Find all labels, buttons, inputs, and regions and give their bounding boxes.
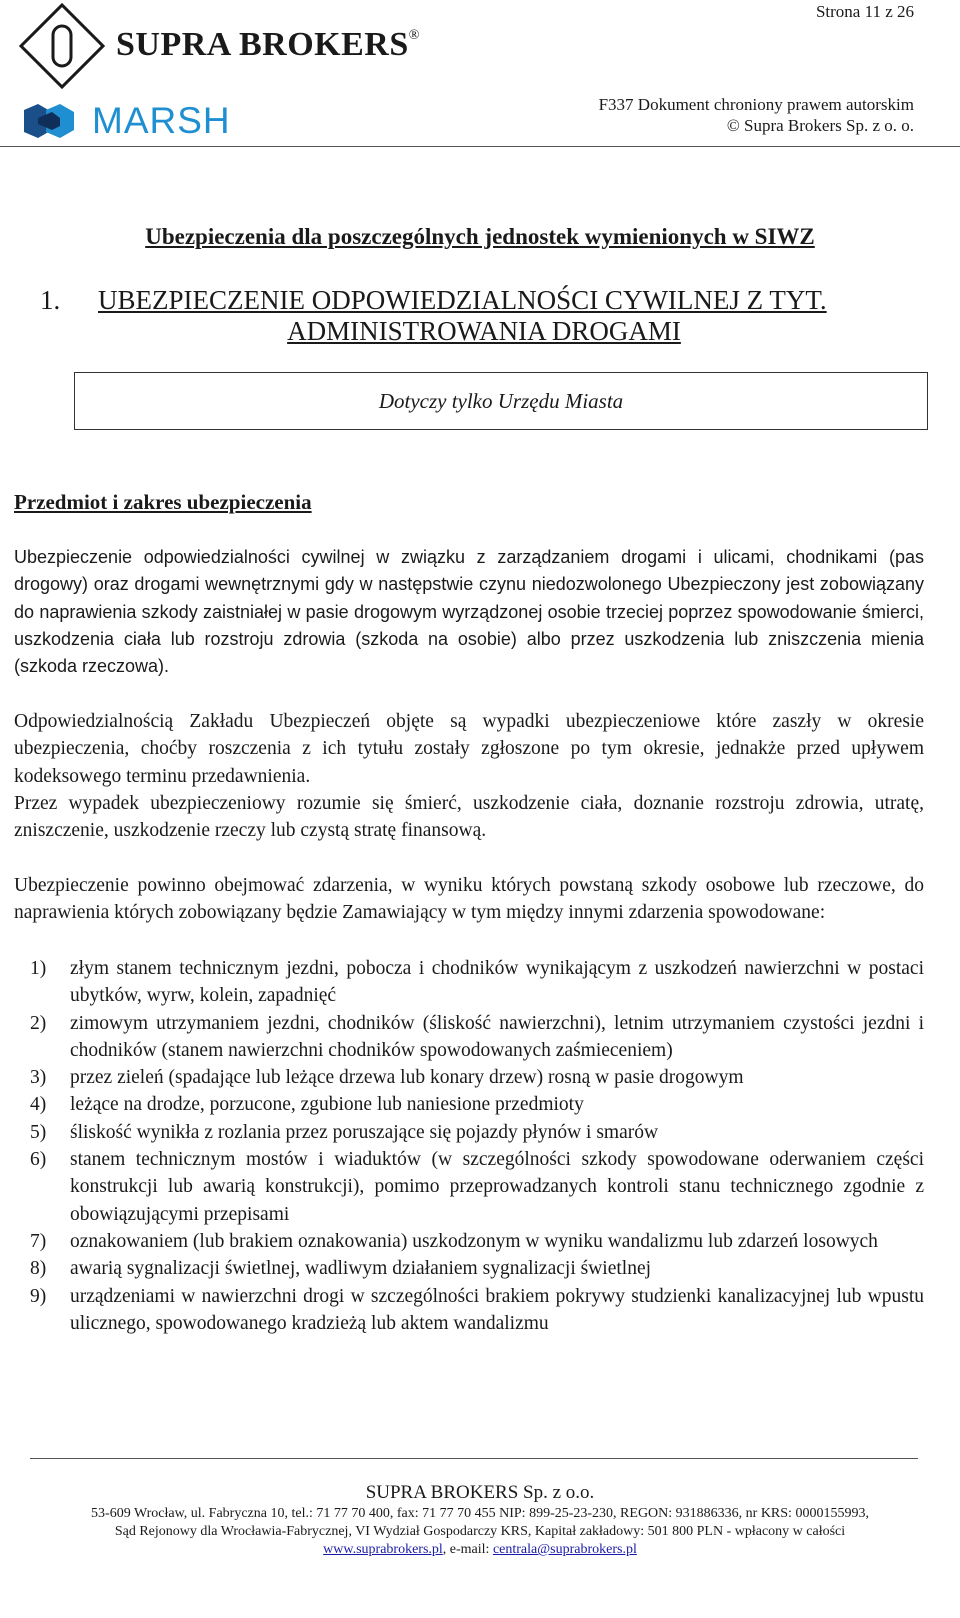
supra-diamond-logo xyxy=(16,0,108,92)
document-title: Ubezpieczenia dla poszczególnych jednostek wymienionych w SIWZ xyxy=(145,224,815,249)
website-link[interactable]: www.suprabrokers.pl xyxy=(323,1542,443,1557)
registered-mark: ® xyxy=(408,28,420,43)
heading-line-1: UBEZPIECZENIE ODPOWIEDZIALNOŚCI CYWILNEJ Z TYT. xyxy=(98,285,827,315)
heading-line-2: ADMINISTROWANIA DROGAMI xyxy=(287,316,681,346)
events-list xyxy=(14,955,924,1337)
footer-divider xyxy=(30,1458,918,1459)
scope-note: Dotyczy tylko Urzędu Miasta xyxy=(378,388,624,413)
footer-address: 53-609 Wrocław, ul. Fabryczna 10, tel.: 71 77 70 400, fax: 71 77 70 455 NIP: 899-25-23-230, REGON: 931886336, nr KRS: 0000155993, xyxy=(91,1506,869,1521)
email-link[interactable]: centrala@suprabrokers.pl xyxy=(492,1542,637,1557)
marsh-wordmark: MARSH xyxy=(92,100,231,141)
page-number: Strona 11 z 26 xyxy=(815,2,914,21)
paragraph-scope: Ubezpieczenie odpowiedzialności cywilnej w związku z zarządzaniem drogami i ulicami, chodnikami (pas drogowy) oraz drogami wewnętrznymi gdy w następstwie czynu niedozwolonego Ubezpieczony jest zobowiązany do naprawienia szkody zaistniałej w pasie drogowym wyrządzonej osobie trzeciej poprzez spowodowanie śmierci, uszkodzenia ciała lub rozstroju zdrowia (szkoda na osobie) albo przez uszkodzenia lub zniszczenia mienia (szkoda rzeczowa). xyxy=(14,547,924,677)
document-meta xyxy=(599,94,914,136)
scope-note-box xyxy=(74,372,928,430)
list-item: 9) urządzeniami w nawierzchni drogi w szczególności brakiem pokrywy studzienki kanalizacyjnej lub wpustu ulicznego, spowodowanego kradzieżą lub aktem wandalizmu xyxy=(30,1285,924,1334)
header-divider xyxy=(0,146,960,147)
heading-number: 1. xyxy=(40,285,61,315)
marsh-logo-icon xyxy=(24,104,82,138)
list-item: 7) oznakowaniem (lub brakiem oznakowania) uszkodzonym w wyniku wandalizmu lub zdarzeń losowych xyxy=(30,1230,878,1252)
list-item: 4) leżące na drodze, porzucone, zgubione lub naniesione przedmioty xyxy=(30,1094,584,1116)
footer-company: SUPRA BROKERS Sp. z o.o. xyxy=(365,1482,595,1503)
copyright-line: © Supra Brokers Sp. z o. o. xyxy=(726,116,914,135)
paragraph-definition: Przez wypadek ubezpieczeniowy rozumie się śmierć, uszkodzenie ciała, doznanie rozstroju zdrowia, utratę, zniszczenie, uszkodzenie rzeczy lub czystą stratę finansową. xyxy=(14,793,924,842)
document-id: F337 Dokument chroniony prawem autorskim xyxy=(598,95,914,114)
list-item: 8) awarią sygnalizacji świetlnej, wadliwym działaniem sygnalizacji świetlnej xyxy=(30,1258,652,1280)
list-item: 2) zimowym utrzymaniem jezdni, chodników (śliskość nawierzchni), letnim utrzymaniem czystości jezdni i chodników (stanem nawierzchni chodników spowodowanych zaśmieceniem) xyxy=(30,1012,924,1061)
list-item: 1) złym stanem technicznym jezdni, pobocza i chodników wynikającym z uszkodzeń nawierzchni w postaci ubytków, wyrw, kolein, zapadnięć xyxy=(30,958,924,1007)
paragraph-liability: Odpowiedzialnością Zakładu Ubezpieczeń objęte są wypadki ubezpieczeniowe które zaszły w okresie ubezpieczenia, choćby roszczenia z ich tytułu zostały zgłoszone po tym okresie, jednakże przed upływem kodeksowego terminu przedawnienia. xyxy=(14,711,924,787)
footer-court: Sąd Rejonowy dla Wrocławia-Fabrycznej, VI Wydział Gospodarczy KRS, Kapitał zakładowy: 501 800 PLN - wpłacony w całości xyxy=(114,1524,846,1539)
list-item: 3) przez zieleń (spadające lub leżące drzewa lub konary drzew) rosną w pasie drogowym xyxy=(30,1067,744,1089)
paragraph-coverage: Ubezpieczenie powinno obejmować zdarzenia, w wyniku których powstaną szkody osobowe lub rzeczowe, do naprawienia których zobowiązany będzie Zamawiający w tym między innymi zdarzenia spowodowane: xyxy=(14,875,924,924)
subject-heading: Przedmiot i zakres ubezpieczenia xyxy=(14,490,312,514)
list-item: 6) stanem technicznym mostów i wiaduktów (w szczególności szkody spowodowane oderwaniem części konstrukcji lub awarią konstrukcji), pomimo przeprowadzanych kontroli stanu technicznego zgodnie z obowiązującymi przepisami xyxy=(30,1149,924,1225)
brand-name: SUPRA BROKERS® xyxy=(116,26,420,63)
list-item: 5) śliskość wynikła z rozlania przez poruszające się pojazdy płynów i smarów xyxy=(30,1121,659,1143)
footer-contact: www.suprabrokers.pl, e-mail: centrala@suprabrokers.pl xyxy=(323,1542,637,1557)
